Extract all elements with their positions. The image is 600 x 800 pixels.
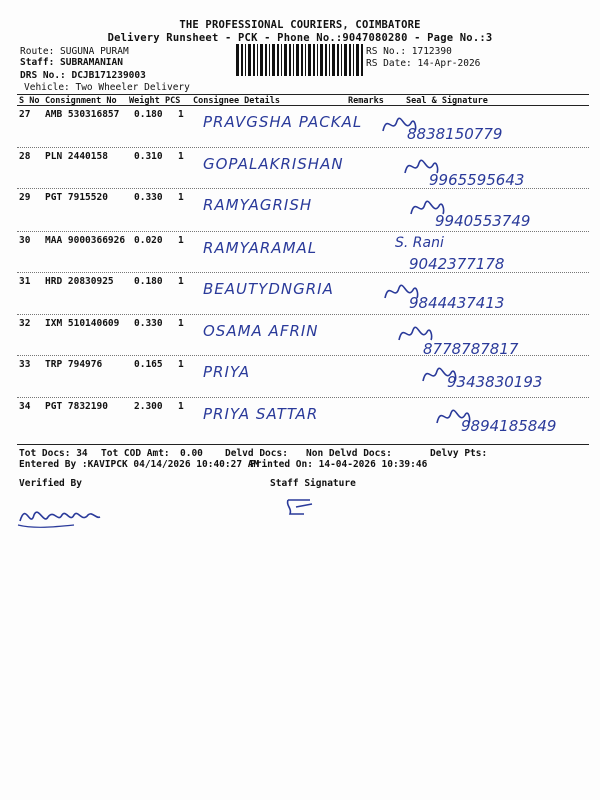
consignee-name-handwritten: RAMYAGRISH xyxy=(203,196,313,214)
staff-signature xyxy=(282,494,322,522)
company-title: THE PROFESSIONAL COURIERS, COIMBATORE xyxy=(179,19,421,31)
verified-by-label: Verified By xyxy=(19,478,82,489)
signature-scribble xyxy=(419,359,459,389)
row-consignment-no: PGT 7832190 xyxy=(45,401,108,412)
row-weight: 0.330 xyxy=(134,192,163,203)
printed-on: Printed On: 14-04-2026 10:39:46 xyxy=(250,459,428,470)
barcode-bar xyxy=(277,44,279,76)
barcode-bar xyxy=(337,44,339,76)
barcode-bar xyxy=(253,44,255,76)
route: Route: SUGUNA PURAM xyxy=(20,46,129,57)
barcode-bar xyxy=(289,44,291,76)
row-divider xyxy=(17,397,589,398)
barcode-bar xyxy=(344,44,347,76)
consignee-phone-handwritten: 9844437413 xyxy=(409,294,505,312)
consignee-name-handwritten: PRIYA SATTAR xyxy=(203,405,319,423)
row-pcs: 1 xyxy=(178,151,184,162)
barcode-bar xyxy=(241,44,243,76)
row-divider xyxy=(17,231,589,232)
signature-scribble xyxy=(407,192,447,222)
row-sno: 33 xyxy=(19,359,31,370)
row-consignment-no: MAA 9000366926 xyxy=(45,235,126,246)
barcode-bar xyxy=(353,44,354,76)
consignee-phone-handwritten: 9894185849 xyxy=(461,417,557,435)
barcode-bar xyxy=(308,44,311,76)
staff: Staff: SUBRAMANIAN xyxy=(20,57,123,68)
total-cod-amount: 0.00 xyxy=(180,448,203,459)
row-divider xyxy=(17,355,589,356)
barcode-bar xyxy=(349,44,351,76)
staff-signature-label: Staff Signature xyxy=(270,478,356,489)
barcode-bar xyxy=(272,44,275,76)
table-row xyxy=(17,401,589,441)
consignee-phone-handwritten: 8838150779 xyxy=(407,125,503,143)
col-weight: Weight xyxy=(129,96,160,106)
header-bottom-rule xyxy=(17,105,589,106)
col-pcs: PCS xyxy=(165,96,181,106)
row-pcs: 1 xyxy=(178,318,184,329)
entered-by: Entered By :KAVIPCK 04/14/2026 10:40:27 AM xyxy=(19,459,260,470)
row-pcs: 1 xyxy=(178,276,184,287)
consignee-phone-handwritten: 9965595643 xyxy=(429,171,525,189)
signature-scribble xyxy=(379,109,419,139)
row-consignment-no: AMB 530316857 xyxy=(45,109,120,120)
col-consignment: Consignment No xyxy=(45,96,117,106)
row-weight: 0.180 xyxy=(134,109,163,120)
drs-number: DRS No.: DCJB171239003 xyxy=(20,70,146,81)
barcode-bar xyxy=(269,44,270,76)
barcode-bar xyxy=(341,44,342,76)
row-sno: 31 xyxy=(19,276,31,287)
col-sno: S No xyxy=(19,96,40,106)
consignee-name-handwritten: RAMYARAMAL xyxy=(203,239,318,257)
row-consignment-no: PGT 7915520 xyxy=(45,192,108,203)
barcode-bar xyxy=(248,44,251,76)
consignee-name-handwritten: PRIYA xyxy=(203,363,251,381)
col-remarks: Remarks xyxy=(348,96,384,106)
barcode-bar xyxy=(296,44,299,76)
row-weight: 0.165 xyxy=(134,359,163,370)
barcode-bar xyxy=(236,44,239,76)
table-row xyxy=(17,318,589,358)
barcode-bar xyxy=(305,44,306,76)
consignee-phone-handwritten: 9042377178 xyxy=(409,255,505,273)
barcode-bar xyxy=(293,44,294,76)
verifier-signature xyxy=(14,495,104,535)
runsheet-subtitle: Delivery Runsheet - PCK - Phone No.:9047080280 - Page No.:3 xyxy=(107,32,493,44)
table-row xyxy=(17,192,589,232)
row-consignment-no: TRP 794976 xyxy=(45,359,103,370)
signature-scribble xyxy=(433,401,473,431)
barcode-bar xyxy=(245,44,246,76)
barcode-bar xyxy=(356,44,359,76)
row-weight: 0.180 xyxy=(134,276,163,287)
header-top-rule xyxy=(17,94,589,95)
table-row xyxy=(17,109,589,149)
total-cod-label: Tot COD Amt: xyxy=(101,448,170,459)
row-consignment-no: IXM 510140609 xyxy=(45,318,120,329)
consignee-name-handwritten: PRAVGSHA PACKAL xyxy=(203,113,363,131)
barcode-bar xyxy=(329,44,330,76)
rs-number: RS No.: 1712390 xyxy=(366,46,452,57)
row-weight: 0.310 xyxy=(134,151,163,162)
table-row xyxy=(17,151,589,191)
barcode xyxy=(236,44,363,76)
consignee-name-handwritten: OSAMA AFRIN xyxy=(203,322,319,340)
signature-scribble xyxy=(395,318,435,348)
row-weight: 0.330 xyxy=(134,318,163,329)
row-pcs: 1 xyxy=(178,359,184,370)
row-pcs: 1 xyxy=(178,401,184,412)
col-consignee: Consignee Details xyxy=(193,96,280,106)
row-divider xyxy=(17,188,589,189)
signature-text-handwritten: S. Rani xyxy=(395,235,444,251)
table-row xyxy=(17,276,589,316)
signature-scribble xyxy=(381,276,421,306)
consignee-phone-handwritten: 9343830193 xyxy=(447,373,543,391)
row-weight: 0.020 xyxy=(134,235,163,246)
consignee-phone-handwritten: 9940553749 xyxy=(435,212,531,230)
barcode-bar xyxy=(313,44,315,76)
row-sno: 28 xyxy=(19,151,31,162)
row-divider xyxy=(17,147,589,148)
total-docs: Tot Docs: 34 xyxy=(19,448,88,459)
consignee-phone-handwritten: 8778787817 xyxy=(423,340,519,358)
row-divider xyxy=(17,272,589,273)
vehicle: Vehicle: Two Wheeler Delivery xyxy=(24,82,190,93)
row-pcs: 1 xyxy=(178,235,184,246)
consignee-name-handwritten: GOPALAKRISHAN xyxy=(203,155,344,173)
barcode-bar xyxy=(284,44,287,76)
barcode-bar xyxy=(260,44,263,76)
row-consignment-no: PLN 2440158 xyxy=(45,151,108,162)
barcode-bar xyxy=(332,44,335,76)
signature-scribble xyxy=(401,151,441,181)
col-seal-signature: Seal & Signature xyxy=(406,96,488,106)
row-sno: 30 xyxy=(19,235,31,246)
row-sno: 32 xyxy=(19,318,31,329)
row-pcs: 1 xyxy=(178,109,184,120)
row-sno: 27 xyxy=(19,109,31,120)
rs-date: RS Date: 14-Apr-2026 xyxy=(366,58,481,69)
table-row xyxy=(17,359,589,399)
delivery-points: Delvy Pts: xyxy=(430,448,488,459)
barcode-bar xyxy=(257,44,258,76)
non-delivered-docs: Non Delvd Docs: xyxy=(306,448,392,459)
consignee-name-handwritten: BEAUTYDNGRIA xyxy=(203,280,334,298)
totals-top-rule xyxy=(17,444,589,445)
row-divider xyxy=(17,314,589,315)
row-sno: 29 xyxy=(19,192,31,203)
row-sno: 34 xyxy=(19,401,31,412)
barcode-bar xyxy=(301,44,303,76)
delivered-docs: Delvd Docs: xyxy=(225,448,288,459)
row-weight: 2.300 xyxy=(134,401,163,412)
barcode-bar xyxy=(281,44,282,76)
barcode-bar xyxy=(265,44,267,76)
barcode-bar xyxy=(325,44,327,76)
row-consignment-no: HRD 20830925 xyxy=(45,276,114,287)
row-pcs: 1 xyxy=(178,192,184,203)
barcode-bar xyxy=(317,44,318,76)
table-row xyxy=(17,235,589,275)
barcode-bar xyxy=(320,44,323,76)
barcode-bar xyxy=(361,44,363,76)
